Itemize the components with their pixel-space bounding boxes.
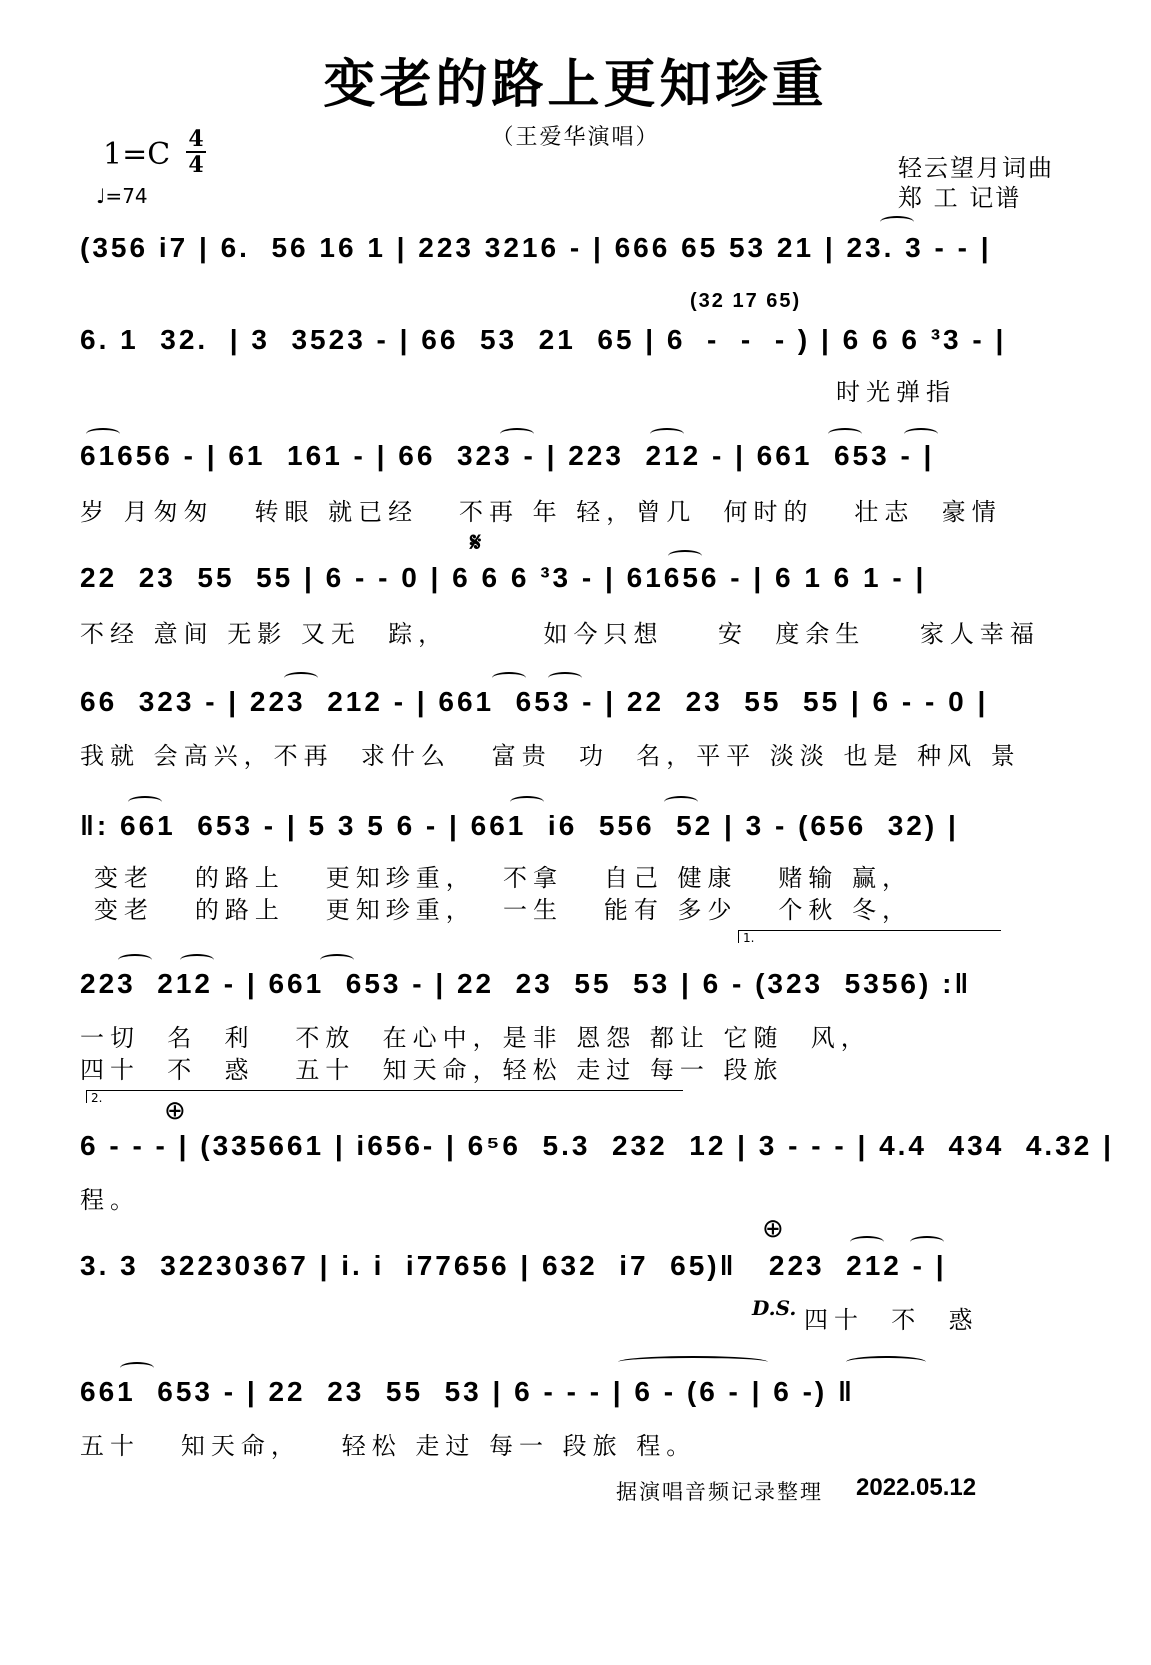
score-row-4 — [80, 556, 1080, 616]
slur-mark — [120, 1362, 154, 1374]
slur-mark — [850, 1236, 884, 1248]
page-title: 变老的路上更知珍重 — [323, 55, 828, 115]
slur-mark — [904, 428, 938, 440]
lyrics-row-4: 不经 意间 无影 又无 踪， 如今只想 安 度余生 家人幸福 — [80, 620, 1040, 648]
transcriber-credit: 郑 工 记谱 — [898, 184, 1022, 212]
lyrics-row-6-verse-2: 变老 的路上 更知珍重， 一生 能有 多少 个秋 冬， — [94, 896, 913, 924]
time-signature — [186, 128, 206, 176]
slur-mark — [320, 954, 354, 966]
score-row-8 — [80, 1124, 1114, 1184]
score-row-2 — [80, 318, 1080, 378]
notes-row-3: 61656 - | 61 161 - | 66 323 - | 223 212 - | 661 653 - | — [80, 440, 935, 471]
score-row-9 — [80, 1244, 1080, 1304]
notes-row-5: 66 323 - | 223 212 - | 661 653 - | 22 23 55 55 | 6 - - 0 | — [80, 686, 989, 717]
notes-row-9: 3. 3 32230367 | i. i i77656 | 632 i7 65)‖ 223 212 - | — [80, 1250, 947, 1281]
score-row-7 — [80, 962, 1080, 1022]
slur-mark — [500, 428, 534, 440]
lyrics-row-9: 四十 不 惑 — [804, 1306, 979, 1334]
slur-mark — [510, 796, 544, 808]
tempo-marking: ♩=74 — [96, 184, 148, 208]
time-signature-top: 4 — [188, 126, 204, 152]
sub-notes: (32 17 65) — [690, 290, 802, 312]
slur-mark — [180, 954, 214, 966]
slur-mark — [668, 550, 702, 562]
notes-row-4: 22 23 55 55 | 6 - - 0 | 6 6 6 ³3 - | 61656 - | 6 1 6 1 - | — [80, 562, 927, 593]
lyrics-row-7-verse-1: 一切 名 利 不放 在心中，是非 恩怨 都让 它随 风， — [80, 1024, 871, 1052]
slur-mark — [910, 1236, 944, 1248]
singer-credit: （王爱华演唱） — [491, 125, 660, 150]
slur-mark — [548, 672, 582, 684]
score-row-1 — [80, 226, 1080, 286]
slur-mark — [128, 796, 162, 808]
composer-credit: 轻云望月词曲 — [898, 154, 1054, 182]
notes-row-10: 661 653 - | 22 23 55 53 | 6 - - - | 6 - (6 - | 6 -) ‖ — [80, 1376, 855, 1407]
score-row-10 — [80, 1370, 1080, 1430]
tie-mark — [618, 1356, 768, 1368]
slur-mark — [664, 796, 698, 808]
lyrics-row-8: 程。 — [80, 1186, 140, 1214]
footer-date: 2022.05.12 — [856, 1474, 977, 1501]
volta-1: 1. — [738, 930, 1001, 943]
coda-icon: ⊕ — [164, 1096, 186, 1126]
ds-marking: D.S. — [752, 1296, 797, 1320]
lyrics-row-7-verse-2: 四十 不 惑 五十 知天命，轻松 走过 每一 段旅 — [80, 1056, 784, 1084]
footer-note: 据演唱音频记录整理 — [616, 1480, 823, 1504]
notes-row-6: ‖: 661 653 - | 5 3 5 6 - | 661 i6 556 52 | 3 - (656 32) | — [80, 810, 959, 841]
slur-mark — [284, 672, 318, 684]
slur-mark — [118, 954, 152, 966]
notes-row-2: 6. 1 32. | 3 3523 - | 66 53 21 65 | 6 - - - ) | 6 6 6 ³3 - | — [80, 324, 1007, 355]
score-row-5 — [80, 680, 1080, 740]
notes-row-1: (356 i7 | 6. 56 16 1 | 223 3216 - | 666 65 53 21 | 23. 3 - - | — [80, 232, 992, 263]
slur-mark — [492, 672, 526, 684]
lyrics-row-10: 五十 知天命， 轻松 走过 每一 段旅 程。 — [80, 1432, 697, 1460]
coda-icon: ⊕ — [762, 1214, 784, 1244]
time-signature-bottom: 4 — [188, 152, 204, 178]
slur-mark — [880, 216, 914, 228]
notes-row-8: 6 - - - | (335661 | i656- | 6⁵6 5.3 232 12 | 3 - - - | 4.4 434 4.32 | — [80, 1130, 1114, 1161]
lyrics-row-6-verse-1: 变老 的路上 更知珍重， 不拿 自己 健康 赌输 赢， — [94, 864, 913, 892]
volta-2: 2. — [86, 1090, 683, 1103]
lyrics-row-5: 我就 会高兴，不再 求什么 富贵 功 名，平平 淡淡 也是 种风 景 — [80, 742, 1021, 770]
slur-mark — [86, 428, 120, 440]
tie-mark — [846, 1356, 926, 1368]
slur-mark — [828, 428, 862, 440]
key-signature: 1=C — [103, 137, 171, 172]
segno-icon: 𝄋 — [470, 528, 482, 558]
lyrics-row-3: 岁 月匆匆 转眼 就已经 不再 年 轻，曾几 何时的 壮志 豪情 — [80, 498, 1002, 526]
lyrics-row-2: 时光弹指 — [836, 378, 956, 406]
notes-row-7: 223 212 - | 661 653 - | 22 23 55 53 | 6 - (323 5356) :‖ — [80, 968, 972, 999]
score-row-6 — [80, 804, 1080, 864]
score-row-3 — [80, 434, 1080, 494]
slur-mark — [650, 428, 684, 440]
